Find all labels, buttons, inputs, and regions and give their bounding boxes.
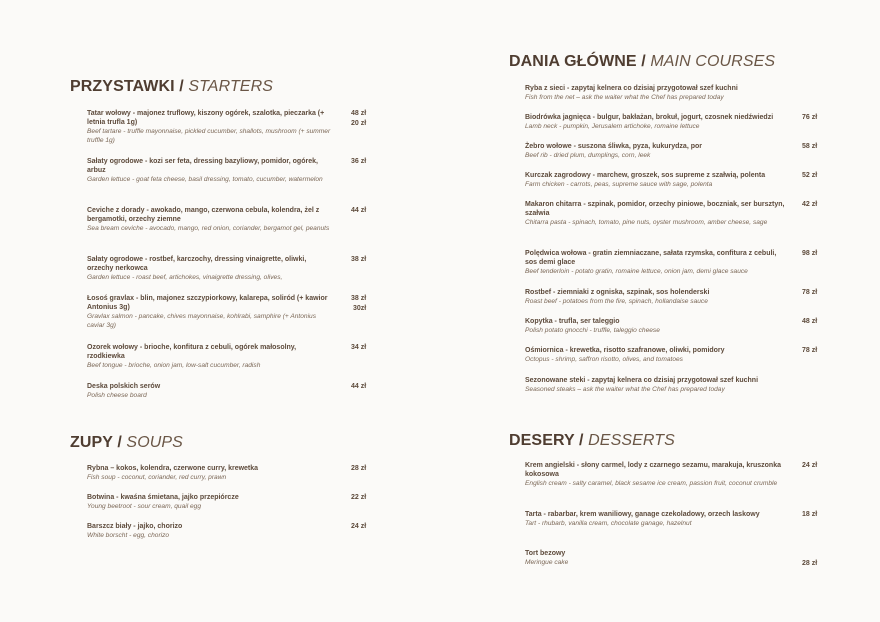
mains-heading: DANIA GŁÓWNE / MAIN COURSES [509,53,776,70]
price-beef-tongue: 34 zł [351,344,367,351]
price-lamb: 76 zł [802,114,818,121]
menu-item-botwina: Botwina - kwaśna śmietana, jajko przepiórcze Young beetroot - sour cream, quail egg [87,494,239,510]
price-cheese-board: 44 zł [351,383,367,390]
menu-item-chitarra-pasta: Makaron chitarra - szpinak, pomidor, orzechy piniowe, boczniak, ser bursztyn, szałwia Chitarra pasta - spinach, tomato, pine nuts, oyster mushroom, amber cheese, sage [525,201,785,226]
mains-section [509,53,775,71]
price-garden-lettuce-feta: 36 zł [351,158,367,165]
menu-item-kopytka: Kopytka - trufla, ser taleggio Polish potato gnocchi - truffle, taleggio cheese [525,318,660,334]
menu-item-fish-soup: Rybna – kokos, kolendra, czerwone curry, krewetka Fish soup - coconut, coriander, red curry, prawn [87,465,259,481]
menu-item-lamb: Biodrówka jagnięca - bulgur, bakłażan, brokuł, jogurt, czosnek niedźwiedzi Lamb neck - pumpkin, Jerusalem artichoke, romaine lettuce [525,114,774,130]
menu-item-ceviche: Ceviche z dorady - awokado, mango, czerwona cebula, kolendra, żel z bergamotki, orzechy ziemne Sea bream ceviche - avocado, mango, red onion, coriander, bergamot gel, peanuts [87,207,330,232]
starters-section [70,78,273,96]
price-ceviche: 44 zł [351,207,367,214]
menu-item-meringue-cake: Tort bezowy Meringue cake [525,550,569,566]
price-tart: 18 zł [802,511,818,518]
price-kopytka: 48 zł [802,318,818,325]
menu-item-cheese-board: Deska polskich serów Polish cheese board [87,383,161,399]
menu-item-garden-lettuce-feta: Sałaty ogrodowe - kozi ser feta, dressing bazyliowy, pomidor, ogórek, arbuz Garden lettuce - goat feta cheese, basil dressing, tomato, cucumber, watermelon [87,158,323,183]
menu-item-beef-tartare: Tatar wołowy - majonez truflowy, kiszony ogórek, szalotka, pieczarka (+ letnia trufla 1g) Beef tartare - truffle mayonnaise, pickled cucumber, shallots, mushroom (+ summer truffle 1g) [87,110,331,144]
price-white-borscht: 24 zł [351,523,367,530]
menu-item-white-borscht: Barszcz biały - jajko, chorizo White borscht - egg, chorizo [87,523,183,539]
menu-item-garden-lettuce-roastbeef: Sałaty ogrodowe - rostbef, karczochy, dressing vinaigrette, oliwki, orzechy nerkowca Garden lettuce - roast beef, artichokes, vinaigrette dressing, olives, [87,256,307,281]
menu-item-english-cream: Krem angielski - słony carmel, lody z czarnego sezamu, marakuja, kruszonka kokosowa English cream - salty caramel, black sesame ice cream, passion fruit, coconut crumble [525,462,781,487]
menu-item-farm-chicken: Kurczak zagrodowy - marchew, groszek, sos supreme z szałwią, polenta Farm chicken - carrots, peas, supreme sauce with sage, polenta [525,172,766,188]
menu-item-roast-beef: Rostbef - ziemniaki z ogniska, szpinak, sos holenderski Roast beef - potatoes from the fire, spinach, hollandaise sauce [525,289,710,305]
menu-item-tart: Tarta - rabarbar, krem waniliowy, ganage czekoladowy, orzech laskowy Tart - rhubarb, vanilla cream, chocolate ganage, hazelnut [525,511,760,527]
menu-item-seasoned-steaks: Sezonowane steki - zapytaj kelnera co dzisiaj przygotował szef kuchni Seasoned steaks – ask the waiter what the Chef has prepared today [525,377,759,393]
price-beef-tenderloin: 98 zł [802,250,818,257]
price-english-cream: 24 zł [802,462,818,469]
price-botwina: 22 zł [351,494,367,501]
price-meringue-cake: 28 zł [802,560,818,567]
price-garden-lettuce-roastbeef: 38 zł [351,256,367,263]
price-fish-soup: 28 zł [351,465,367,472]
price-beef-rib: 58 zł [802,143,818,150]
price-octopus: 78 zł [802,347,818,354]
menu-item-beef-rib: Żebro wołowe - suszona śliwka, pyza, kukurydza, por Beef rib - dried plum, dumplings, corn, leek [525,143,702,159]
price-gravlax: 38 zł 30zł [351,295,367,312]
price-chitarra-pasta: 42 zł [802,201,818,208]
starters-heading: PRZYSTAWKI / STARTERS [70,78,274,95]
soups-heading: ZUPY / SOUPS [70,434,183,451]
soups-section [70,434,183,452]
menu-item-beef-tenderloin: Polędwica wołowa - gratin ziemniaczane, sałata rzymska, confitura z cebuli, sos demi glace Beef tenderloin - potato gratin, romaine lettuce, onion jam, demi glace sauce [525,250,777,275]
desserts-heading: DESERY / DESSERTS [509,432,675,449]
menu-item-fish-from-net: Ryba z sieci - zapytaj kelnera co dzisiaj przygotował szef kuchni Fish from the net – ask the waiter what the Chef has prepared today [525,85,738,101]
menu-item-gravlax: Łosoś gravlax - blin, majonez szczypiorkowy, kalarepa, soliród (+ kawior Antonius 3g) Gravlax salmon - pancake, chives mayonnaise, kohlrabi, samphire (+ Antonius caviar 3g) [87,295,328,329]
menu-item-beef-tongue: Ozorek wołowy - brioche, konfitura z cebuli, ogórek małosolny, rzodkiewka Beef tongue - brioche, onion jam, low-salt cucumber, radish [87,344,297,369]
price-farm-chicken: 52 zł [802,172,818,179]
menu-item-octopus: Ośmiornica - krewetka, risotto szafranowe, oliwki, pomidory Octopus - shrimp, saffron risotto, olives, and tomatoes [525,347,725,363]
price-roast-beef: 78 zł [802,289,818,296]
desserts-section [509,432,675,450]
price-beef-tartare: 48 zł 20 zł [351,110,367,127]
